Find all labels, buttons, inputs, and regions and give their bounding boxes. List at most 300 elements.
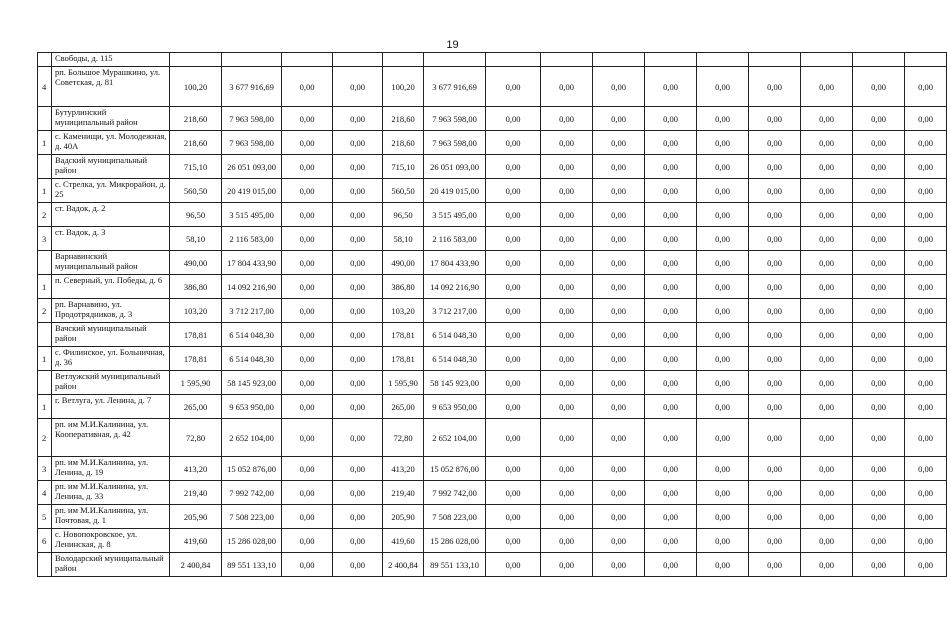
page-number: 19 bbox=[446, 39, 459, 51]
value-cell bbox=[486, 53, 541, 67]
value-cell: 0,00 bbox=[853, 395, 905, 419]
value-cell: 0,00 bbox=[593, 395, 645, 419]
value-cell: 0,00 bbox=[853, 67, 905, 107]
address-cell: Володарский муниципальный район bbox=[52, 553, 170, 577]
value-cell: 0,00 bbox=[801, 131, 853, 155]
address-cell: ст. Вадок, д. 2 bbox=[52, 203, 170, 227]
table-row bbox=[38, 395, 947, 419]
value-cell: 0,00 bbox=[905, 481, 947, 505]
value-cell: 3 712 217,00 bbox=[222, 299, 282, 323]
table-row bbox=[38, 227, 947, 251]
value-cell: 3 677 916,69 bbox=[424, 67, 486, 107]
row-number-cell: 2 bbox=[38, 299, 52, 323]
value-cell: 0,00 bbox=[645, 481, 697, 505]
value-cell: 0,00 bbox=[541, 419, 593, 457]
row-number-cell: 2 bbox=[38, 203, 52, 227]
value-cell: 0,00 bbox=[645, 395, 697, 419]
table-row bbox=[38, 529, 947, 553]
value-cell: 0,00 bbox=[697, 227, 749, 251]
value-cell: 0,00 bbox=[486, 481, 541, 505]
value-cell: 178,81 bbox=[383, 347, 424, 371]
value-cell: 15 286 028,00 bbox=[222, 529, 282, 553]
value-cell: 0,00 bbox=[282, 227, 333, 251]
value-cell: 0,00 bbox=[749, 505, 801, 529]
value-cell: 0,00 bbox=[486, 371, 541, 395]
value-cell: 0,00 bbox=[801, 203, 853, 227]
value-cell: 0,00 bbox=[801, 347, 853, 371]
value-cell: 0,00 bbox=[749, 371, 801, 395]
value-cell bbox=[801, 53, 853, 67]
value-cell: 0,00 bbox=[697, 371, 749, 395]
value-cell: 0,00 bbox=[905, 529, 947, 553]
value-cell: 0,00 bbox=[541, 457, 593, 481]
value-cell: 0,00 bbox=[697, 457, 749, 481]
value-cell: 0,00 bbox=[801, 481, 853, 505]
value-cell: 0,00 bbox=[486, 553, 541, 577]
value-cell: 0,00 bbox=[697, 395, 749, 419]
value-cell: 0,00 bbox=[593, 203, 645, 227]
value-cell: 0,00 bbox=[853, 251, 905, 275]
value-cell: 0,00 bbox=[697, 203, 749, 227]
value-cell: 0,00 bbox=[905, 251, 947, 275]
value-cell: 0,00 bbox=[801, 395, 853, 419]
table-row bbox=[38, 131, 947, 155]
value-cell: 0,00 bbox=[541, 107, 593, 131]
value-cell: 0,00 bbox=[801, 107, 853, 131]
value-cell: 2 652 104,00 bbox=[222, 419, 282, 457]
value-cell: 0,00 bbox=[645, 553, 697, 577]
value-cell: 0,00 bbox=[905, 395, 947, 419]
value-cell: 0,00 bbox=[749, 67, 801, 107]
value-cell: 0,00 bbox=[333, 299, 383, 323]
value-cell: 0,00 bbox=[486, 457, 541, 481]
value-cell: 26 051 093,00 bbox=[424, 155, 486, 179]
value-cell: 0,00 bbox=[333, 251, 383, 275]
value-cell: 0,00 bbox=[593, 505, 645, 529]
value-cell: 7 508 223,00 bbox=[222, 505, 282, 529]
value-cell: 0,00 bbox=[853, 227, 905, 251]
table-row bbox=[38, 371, 947, 395]
address-cell: п. Северный, ул. Победы, д. 6 bbox=[52, 275, 170, 299]
value-cell bbox=[333, 53, 383, 67]
value-cell: 0,00 bbox=[333, 131, 383, 155]
row-number-cell bbox=[38, 553, 52, 577]
value-cell: 0,00 bbox=[333, 67, 383, 107]
value-cell: 3 677 916,69 bbox=[222, 67, 282, 107]
value-cell: 0,00 bbox=[853, 371, 905, 395]
value-cell: 0,00 bbox=[333, 227, 383, 251]
value-cell: 7 963 598,00 bbox=[222, 131, 282, 155]
value-cell: 2 116 583,00 bbox=[424, 227, 486, 251]
value-cell: 0,00 bbox=[801, 371, 853, 395]
value-cell: 0,00 bbox=[697, 131, 749, 155]
value-cell: 0,00 bbox=[853, 203, 905, 227]
value-cell: 72,80 bbox=[383, 419, 424, 457]
value-cell: 0,00 bbox=[282, 179, 333, 203]
table-row bbox=[38, 179, 947, 203]
row-number-cell: 3 bbox=[38, 457, 52, 481]
value-cell: 0,00 bbox=[541, 275, 593, 299]
value-cell: 0,00 bbox=[486, 107, 541, 131]
address-cell: с. Каменищи, ул. Молодежная, д. 40А bbox=[52, 131, 170, 155]
value-cell: 0,00 bbox=[541, 299, 593, 323]
value-cell: 205,90 bbox=[170, 505, 222, 529]
value-cell: 0,00 bbox=[697, 299, 749, 323]
value-cell: 0,00 bbox=[282, 457, 333, 481]
value-cell: 0,00 bbox=[801, 299, 853, 323]
row-number-cell bbox=[38, 155, 52, 179]
value-cell: 0,00 bbox=[749, 299, 801, 323]
value-cell bbox=[853, 53, 905, 67]
value-cell: 0,00 bbox=[905, 179, 947, 203]
value-cell: 0,00 bbox=[541, 529, 593, 553]
value-cell: 0,00 bbox=[749, 323, 801, 347]
value-cell: 1 595,90 bbox=[383, 371, 424, 395]
value-cell: 0,00 bbox=[749, 155, 801, 179]
value-cell: 0,00 bbox=[282, 481, 333, 505]
value-cell: 0,00 bbox=[541, 155, 593, 179]
value-cell: 58,10 bbox=[383, 227, 424, 251]
value-cell: 0,00 bbox=[697, 419, 749, 457]
value-cell bbox=[541, 53, 593, 67]
value-cell bbox=[282, 53, 333, 67]
value-cell: 0,00 bbox=[905, 457, 947, 481]
value-cell: 96,50 bbox=[383, 203, 424, 227]
row-number-cell: 1 bbox=[38, 347, 52, 371]
value-cell: 0,00 bbox=[853, 179, 905, 203]
value-cell: 0,00 bbox=[645, 155, 697, 179]
table-row bbox=[38, 505, 947, 529]
value-cell: 2 400,84 bbox=[170, 553, 222, 577]
value-cell: 0,00 bbox=[905, 67, 947, 107]
value-cell: 100,20 bbox=[170, 67, 222, 107]
value-cell: 0,00 bbox=[905, 371, 947, 395]
table-row bbox=[38, 107, 947, 131]
value-cell: 178,81 bbox=[170, 323, 222, 347]
value-cell: 0,00 bbox=[749, 251, 801, 275]
value-cell: 17 804 433,90 bbox=[424, 251, 486, 275]
value-cell: 0,00 bbox=[853, 155, 905, 179]
value-cell: 0,00 bbox=[333, 107, 383, 131]
address-cell: с. Филинское, ул. Больничная, д. 36 bbox=[52, 347, 170, 371]
value-cell: 0,00 bbox=[541, 323, 593, 347]
value-cell bbox=[645, 53, 697, 67]
address-cell: рп. Варнавино, ул. Продотрядников, д. 3 bbox=[52, 299, 170, 323]
row-number-cell: 4 bbox=[38, 481, 52, 505]
value-cell: 0,00 bbox=[801, 505, 853, 529]
value-cell: 0,00 bbox=[593, 227, 645, 251]
value-cell: 0,00 bbox=[486, 67, 541, 107]
row-number-cell: 4 bbox=[38, 67, 52, 107]
value-cell: 0,00 bbox=[593, 251, 645, 275]
table-row bbox=[38, 553, 947, 577]
value-cell: 6 514 048,30 bbox=[424, 323, 486, 347]
value-cell: 0,00 bbox=[541, 505, 593, 529]
value-cell: 6 514 048,30 bbox=[424, 347, 486, 371]
address-cell: Вадский муниципальный район bbox=[52, 155, 170, 179]
value-cell: 560,50 bbox=[383, 179, 424, 203]
value-cell: 219,40 bbox=[383, 481, 424, 505]
value-cell: 0,00 bbox=[593, 323, 645, 347]
value-cell: 218,60 bbox=[170, 107, 222, 131]
value-cell: 17 804 433,90 bbox=[222, 251, 282, 275]
table-row bbox=[38, 155, 947, 179]
value-cell: 419,60 bbox=[170, 529, 222, 553]
value-cell: 0,00 bbox=[697, 107, 749, 131]
value-cell: 0,00 bbox=[853, 505, 905, 529]
value-cell: 58 145 923,00 bbox=[424, 371, 486, 395]
value-cell: 0,00 bbox=[333, 457, 383, 481]
value-cell: 0,00 bbox=[486, 323, 541, 347]
value-cell: 0,00 bbox=[282, 107, 333, 131]
value-cell: 0,00 bbox=[801, 251, 853, 275]
value-cell: 0,00 bbox=[801, 419, 853, 457]
value-cell: 0,00 bbox=[905, 203, 947, 227]
value-cell: 89 551 133,10 bbox=[424, 553, 486, 577]
value-cell: 7 963 598,00 bbox=[222, 107, 282, 131]
value-cell: 0,00 bbox=[749, 203, 801, 227]
table-row bbox=[38, 323, 947, 347]
value-cell: 0,00 bbox=[282, 131, 333, 155]
address-cell: рп. Большое Мурашкино, ул. Советская, д. 81 bbox=[52, 67, 170, 107]
value-cell: 0,00 bbox=[749, 529, 801, 553]
table-row bbox=[38, 67, 947, 107]
row-number-cell bbox=[38, 323, 52, 347]
value-cell: 7 963 598,00 bbox=[424, 131, 486, 155]
value-cell: 178,81 bbox=[170, 347, 222, 371]
row-number-cell: 3 bbox=[38, 227, 52, 251]
address-cell: рп. им М.И.Калинина, ул. Ленина, д. 19 bbox=[52, 457, 170, 481]
table-row bbox=[38, 419, 947, 457]
value-cell: 0,00 bbox=[333, 529, 383, 553]
value-cell: 0,00 bbox=[749, 131, 801, 155]
value-cell: 0,00 bbox=[853, 457, 905, 481]
address-cell: г. Ветлуга, ул. Ленина, д. 7 bbox=[52, 395, 170, 419]
value-cell: 0,00 bbox=[486, 203, 541, 227]
value-cell: 0,00 bbox=[645, 251, 697, 275]
value-cell bbox=[697, 53, 749, 67]
value-cell: 0,00 bbox=[486, 275, 541, 299]
value-cell: 0,00 bbox=[801, 67, 853, 107]
row-number-cell bbox=[38, 53, 52, 67]
value-cell: 20 419 015,00 bbox=[222, 179, 282, 203]
value-cell bbox=[905, 53, 947, 67]
value-cell: 0,00 bbox=[282, 347, 333, 371]
value-cell: 0,00 bbox=[282, 419, 333, 457]
row-number-cell bbox=[38, 107, 52, 131]
row-number-cell: 6 bbox=[38, 529, 52, 553]
value-cell: 9 653 950,00 bbox=[424, 395, 486, 419]
data-table bbox=[37, 52, 947, 577]
value-cell: 103,20 bbox=[170, 299, 222, 323]
value-cell: 265,00 bbox=[383, 395, 424, 419]
value-cell: 490,00 bbox=[383, 251, 424, 275]
value-cell: 218,60 bbox=[383, 107, 424, 131]
value-cell: 0,00 bbox=[541, 131, 593, 155]
value-cell: 0,00 bbox=[282, 553, 333, 577]
value-cell: 0,00 bbox=[282, 275, 333, 299]
address-cell: рп. им М.И.Калинина, ул. Кооперативная, д. 42 bbox=[52, 419, 170, 457]
address-cell: Варнавинский муниципальный район bbox=[52, 251, 170, 275]
value-cell: 0,00 bbox=[333, 553, 383, 577]
table-row bbox=[38, 251, 947, 275]
value-cell: 0,00 bbox=[697, 529, 749, 553]
value-cell: 3 515 495,00 bbox=[424, 203, 486, 227]
value-cell: 0,00 bbox=[486, 395, 541, 419]
value-cell: 0,00 bbox=[333, 203, 383, 227]
value-cell: 0,00 bbox=[697, 179, 749, 203]
value-cell: 7 992 742,00 bbox=[222, 481, 282, 505]
row-number-cell: 1 bbox=[38, 179, 52, 203]
value-cell: 0,00 bbox=[697, 481, 749, 505]
value-cell: 0,00 bbox=[749, 275, 801, 299]
value-cell: 0,00 bbox=[853, 419, 905, 457]
value-cell: 0,00 bbox=[905, 131, 947, 155]
value-cell: 0,00 bbox=[593, 131, 645, 155]
value-cell: 0,00 bbox=[697, 275, 749, 299]
value-cell: 0,00 bbox=[853, 529, 905, 553]
value-cell: 0,00 bbox=[541, 347, 593, 371]
address-cell: Ветлужский муниципальный район bbox=[52, 371, 170, 395]
value-cell bbox=[170, 53, 222, 67]
value-cell: 0,00 bbox=[645, 347, 697, 371]
value-cell: 413,20 bbox=[383, 457, 424, 481]
value-cell: 0,00 bbox=[593, 179, 645, 203]
value-cell: 0,00 bbox=[333, 371, 383, 395]
value-cell: 1 595,90 bbox=[170, 371, 222, 395]
value-cell: 0,00 bbox=[333, 395, 383, 419]
value-cell: 58,10 bbox=[170, 227, 222, 251]
value-cell: 218,60 bbox=[383, 131, 424, 155]
value-cell: 0,00 bbox=[853, 347, 905, 371]
value-cell: 386,80 bbox=[383, 275, 424, 299]
value-cell: 0,00 bbox=[905, 505, 947, 529]
value-cell: 103,20 bbox=[383, 299, 424, 323]
value-cell: 265,00 bbox=[170, 395, 222, 419]
value-cell: 419,60 bbox=[383, 529, 424, 553]
address-cell: рп. им М.И.Калинина, ул. Ленина, д. 33 bbox=[52, 481, 170, 505]
value-cell: 0,00 bbox=[282, 299, 333, 323]
value-cell: 0,00 bbox=[645, 323, 697, 347]
value-cell: 0,00 bbox=[593, 299, 645, 323]
table-row bbox=[38, 347, 947, 371]
value-cell bbox=[424, 53, 486, 67]
value-cell: 0,00 bbox=[486, 155, 541, 179]
value-cell bbox=[222, 53, 282, 67]
value-cell: 0,00 bbox=[333, 419, 383, 457]
value-cell: 0,00 bbox=[541, 553, 593, 577]
row-number-cell bbox=[38, 371, 52, 395]
table-row bbox=[38, 299, 947, 323]
value-cell: 0,00 bbox=[905, 347, 947, 371]
value-cell: 0,00 bbox=[593, 529, 645, 553]
value-cell: 0,00 bbox=[645, 203, 697, 227]
value-cell: 0,00 bbox=[645, 529, 697, 553]
row-number-cell: 1 bbox=[38, 275, 52, 299]
value-cell: 0,00 bbox=[697, 67, 749, 107]
value-cell: 0,00 bbox=[486, 227, 541, 251]
value-cell: 386,80 bbox=[170, 275, 222, 299]
value-cell: 0,00 bbox=[486, 131, 541, 155]
value-cell bbox=[383, 53, 424, 67]
value-cell: 2 116 583,00 bbox=[222, 227, 282, 251]
value-cell: 0,00 bbox=[486, 299, 541, 323]
value-cell: 0,00 bbox=[282, 505, 333, 529]
value-cell: 0,00 bbox=[593, 347, 645, 371]
value-cell: 0,00 bbox=[749, 395, 801, 419]
value-cell: 0,00 bbox=[749, 457, 801, 481]
value-cell: 0,00 bbox=[801, 275, 853, 299]
row-number-cell: 5 bbox=[38, 505, 52, 529]
value-cell: 0,00 bbox=[486, 347, 541, 371]
value-cell: 0,00 bbox=[486, 179, 541, 203]
value-cell: 0,00 bbox=[645, 67, 697, 107]
value-cell: 0,00 bbox=[593, 553, 645, 577]
value-cell: 0,00 bbox=[905, 299, 947, 323]
value-cell: 0,00 bbox=[905, 107, 947, 131]
value-cell: 0,00 bbox=[541, 203, 593, 227]
table-row bbox=[38, 457, 947, 481]
value-cell: 413,20 bbox=[170, 457, 222, 481]
table-row bbox=[38, 275, 947, 299]
address-cell: рп. им М.И.Калинина, ул. Почтовая, д. 1 bbox=[52, 505, 170, 529]
value-cell: 0,00 bbox=[905, 419, 947, 457]
value-cell: 7 963 598,00 bbox=[424, 107, 486, 131]
value-cell: 218,60 bbox=[170, 131, 222, 155]
value-cell: 0,00 bbox=[645, 299, 697, 323]
value-cell: 0,00 bbox=[697, 155, 749, 179]
value-cell bbox=[593, 53, 645, 67]
value-cell: 20 419 015,00 bbox=[424, 179, 486, 203]
value-cell: 0,00 bbox=[801, 155, 853, 179]
value-cell: 0,00 bbox=[541, 251, 593, 275]
value-cell: 0,00 bbox=[645, 107, 697, 131]
value-cell: 0,00 bbox=[905, 323, 947, 347]
value-cell: 58 145 923,00 bbox=[222, 371, 282, 395]
value-cell: 0,00 bbox=[749, 347, 801, 371]
value-cell: 15 286 028,00 bbox=[424, 529, 486, 553]
value-cell: 3 712 217,00 bbox=[424, 299, 486, 323]
value-cell: 0,00 bbox=[282, 371, 333, 395]
value-cell: 0,00 bbox=[853, 323, 905, 347]
value-cell: 715,10 bbox=[383, 155, 424, 179]
value-cell: 0,00 bbox=[282, 529, 333, 553]
value-cell: 0,00 bbox=[801, 457, 853, 481]
value-cell: 0,00 bbox=[853, 131, 905, 155]
value-cell: 178,81 bbox=[383, 323, 424, 347]
value-cell: 72,80 bbox=[170, 419, 222, 457]
value-cell: 0,00 bbox=[905, 227, 947, 251]
address-cell: Вачский муниципальный район bbox=[52, 323, 170, 347]
value-cell: 0,00 bbox=[333, 323, 383, 347]
value-cell: 715,10 bbox=[170, 155, 222, 179]
value-cell: 560,50 bbox=[170, 179, 222, 203]
value-cell: 0,00 bbox=[645, 275, 697, 299]
value-cell: 0,00 bbox=[541, 481, 593, 505]
table-row bbox=[38, 53, 947, 67]
value-cell: 7 992 742,00 bbox=[424, 481, 486, 505]
value-cell: 0,00 bbox=[645, 457, 697, 481]
address-cell: Свободы, д. 115 bbox=[52, 53, 170, 67]
value-cell: 2 652 104,00 bbox=[424, 419, 486, 457]
value-cell: 0,00 bbox=[486, 505, 541, 529]
address-cell: с. Новопокровское, ул. Ленинская, д. 8 bbox=[52, 529, 170, 553]
value-cell: 490,00 bbox=[170, 251, 222, 275]
value-cell: 0,00 bbox=[541, 67, 593, 107]
value-cell: 0,00 bbox=[593, 107, 645, 131]
value-cell: 0,00 bbox=[645, 371, 697, 395]
value-cell: 0,00 bbox=[853, 299, 905, 323]
